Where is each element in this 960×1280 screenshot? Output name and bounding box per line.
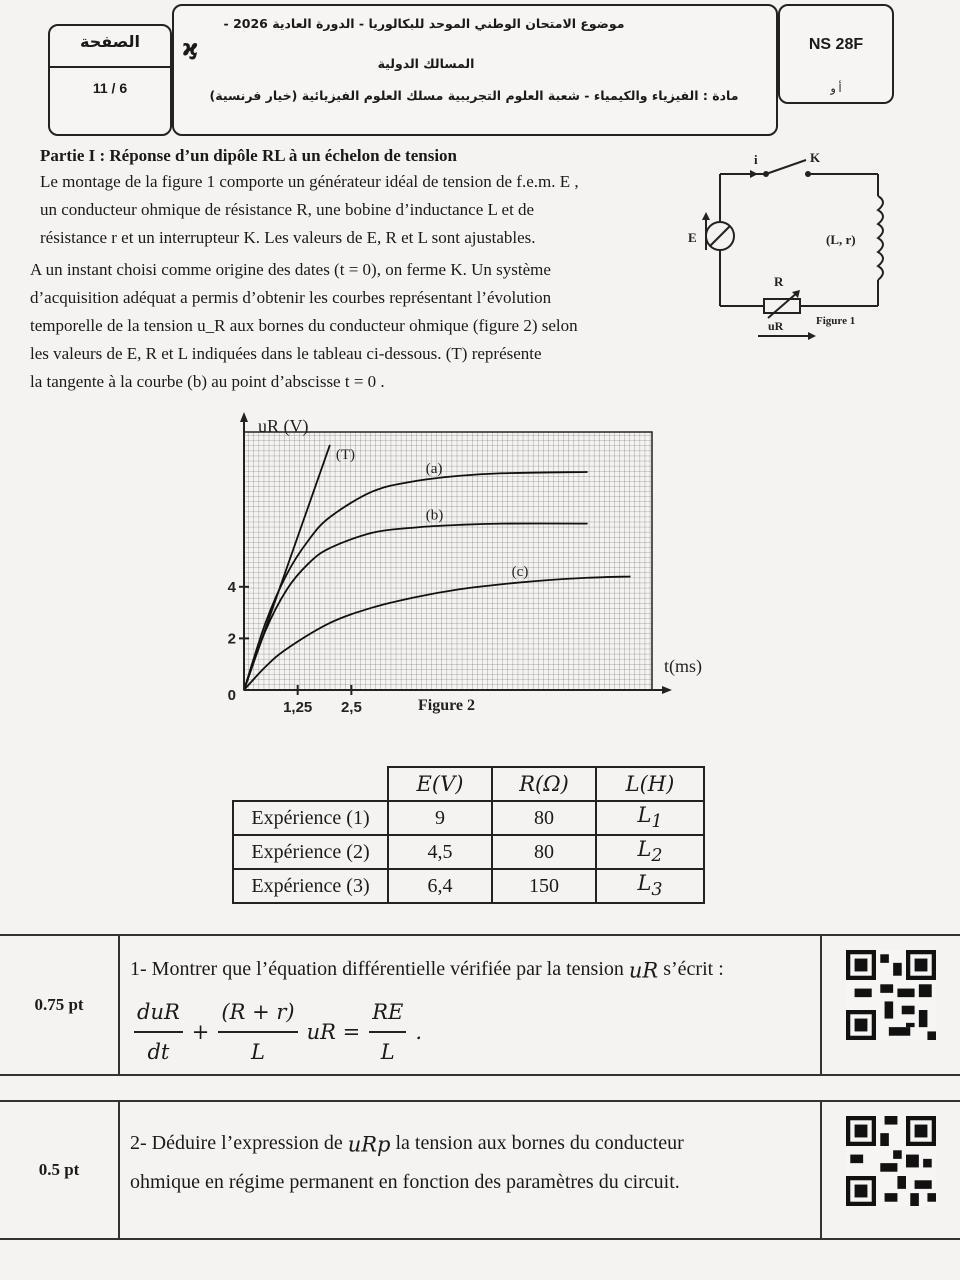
table-row bbox=[233, 835, 704, 869]
equation-middle: uR = bbox=[306, 1020, 361, 1045]
switch-contact bbox=[763, 171, 769, 177]
qr-code-icon bbox=[846, 1116, 936, 1206]
cell-e: 9 bbox=[388, 801, 492, 835]
exam-title: موضوع الامتحان الوطني الموحد للبكالوريا - الدورة العادية 2026 - bbox=[223, 16, 625, 31]
experiment-paragraph bbox=[30, 256, 680, 396]
question-2-line: ohmique en régime permanent en fonction des paramètres du circuit. bbox=[130, 1171, 680, 1194]
denominator: L bbox=[251, 1040, 265, 1065]
generator-label: E bbox=[688, 230, 697, 245]
table-row bbox=[233, 801, 704, 835]
intro-line: un conducteur ohmique de résistance R, une bobine d’inductance L et de bbox=[40, 200, 535, 219]
page-number-box bbox=[48, 24, 172, 136]
question-1-statement-end: s’écrit : bbox=[663, 958, 724, 980]
intro-paragraph bbox=[40, 168, 680, 252]
column-header-l: L(H) bbox=[596, 767, 704, 801]
ur-time-chart bbox=[218, 410, 738, 720]
experiment-line: temporelle de la tension u_R aux bornes du conducteur ohmique (figure 2) selon bbox=[30, 316, 578, 335]
table-row bbox=[233, 869, 704, 903]
cell-r: 80 bbox=[492, 835, 596, 869]
denominator: L bbox=[380, 1040, 395, 1065]
grid-area bbox=[244, 432, 652, 690]
exam-subject: مادة : الفيزياء والكيمياء - شعبة العلوم التجريبية مسلك العلوم الفيزيائية (خيار فرنسية) bbox=[209, 88, 739, 103]
coil-label: (L, r) bbox=[826, 232, 856, 247]
experiment-line: d’acquisition adéquat a permis d’obtenir les courbes représentant l’évolution bbox=[30, 288, 552, 307]
cell-e: 6,4 bbox=[388, 869, 492, 903]
fraction-dur-dt bbox=[134, 993, 183, 1071]
y-tick-label: 4 bbox=[227, 578, 236, 596]
numerator: duR bbox=[134, 993, 183, 1033]
cell-e: 4,5 bbox=[388, 835, 492, 869]
switch-label: K bbox=[810, 150, 821, 165]
generator-slash bbox=[710, 226, 730, 246]
page-box-divider bbox=[50, 66, 170, 68]
fraction-rr-l bbox=[218, 993, 297, 1071]
question-2-qr-cell bbox=[820, 1102, 960, 1238]
question-1-qr-cell bbox=[820, 936, 960, 1074]
cell-l bbox=[596, 835, 704, 869]
question-2-line bbox=[130, 1124, 684, 1163]
x-tick-label: 1,25 bbox=[283, 699, 313, 716]
experiment-line: les valeurs de E, R et L indiquées dans le tableau ci-dessous. (T) représente bbox=[30, 344, 542, 363]
exam-header-box bbox=[172, 4, 778, 136]
table-corner bbox=[233, 767, 388, 801]
cell-l bbox=[596, 801, 704, 835]
question-1-variable: uR bbox=[628, 958, 659, 983]
series-label: (a) bbox=[425, 461, 443, 478]
x-tick-label: 2,5 bbox=[340, 699, 362, 716]
question-2-row bbox=[0, 1100, 960, 1240]
question-2-statement: 2- Déduire l’expression de bbox=[130, 1132, 343, 1154]
exam-code-box bbox=[778, 4, 894, 104]
arrow-head bbox=[808, 332, 816, 340]
experiments-table bbox=[232, 766, 705, 904]
current-label: i bbox=[754, 152, 758, 167]
current-arrow bbox=[750, 170, 758, 178]
plus-sign: + bbox=[191, 1020, 210, 1045]
intro-line: résistance r et un interrupteur K. Les valeurs de E, R et L sont ajustables. bbox=[40, 228, 536, 247]
cell-l bbox=[596, 869, 704, 903]
qr-code-icon bbox=[846, 950, 936, 1040]
y-tick-label: 2 bbox=[227, 630, 236, 648]
resistor-adjust-arrow bbox=[768, 292, 798, 318]
question-2-text bbox=[130, 1124, 684, 1201]
figure2-caption: Figure 2 bbox=[418, 697, 476, 714]
question-1-points: 0.75 pt bbox=[0, 936, 120, 1074]
y-axis-label: uR (V) bbox=[258, 416, 309, 436]
cell-l-symbol: L bbox=[637, 803, 652, 828]
numerator: (R + r) bbox=[218, 993, 297, 1033]
table-header-row bbox=[233, 767, 704, 801]
series-label: (T) bbox=[335, 446, 356, 463]
row-label: Expérience (2) bbox=[233, 835, 388, 869]
circuit-diagram bbox=[684, 146, 896, 346]
resistor-label: R bbox=[774, 274, 784, 289]
column-header-e: E(V) bbox=[388, 767, 492, 801]
question-1-line bbox=[130, 950, 724, 989]
equation-end: . bbox=[415, 1020, 423, 1045]
question-1-row bbox=[0, 934, 960, 1076]
question-1-equation bbox=[130, 993, 724, 1071]
denominator: dt bbox=[147, 1040, 170, 1065]
page-number: 11 / 6 bbox=[92, 80, 128, 96]
fraction-re-l bbox=[369, 993, 406, 1071]
exam-code-note: ﺃ ﻭ bbox=[830, 83, 842, 95]
question-2-variable: uRp bbox=[347, 1132, 391, 1157]
coil-symbol bbox=[878, 196, 883, 280]
cell-r: 80 bbox=[492, 801, 596, 835]
cell-l-symbol: L bbox=[637, 837, 652, 862]
handwritten-mark: ϗ bbox=[182, 36, 199, 61]
y-axis-arrow bbox=[240, 412, 248, 422]
figure1-caption: Figure 1 bbox=[816, 315, 856, 327]
series-label: (c) bbox=[511, 564, 529, 581]
switch-contact bbox=[805, 171, 811, 177]
cell-l-symbol: L bbox=[637, 871, 652, 896]
switch-k-blade bbox=[766, 160, 806, 174]
y-tick-label: 0 bbox=[227, 687, 236, 704]
cell-l-index: 2 bbox=[651, 846, 663, 867]
row-label: Expérience (1) bbox=[233, 801, 388, 835]
numerator: RE bbox=[369, 993, 406, 1033]
x-axis-arrow bbox=[662, 686, 672, 694]
arrow-head bbox=[702, 212, 710, 220]
part-title: Partie I : Réponse d’un dipôle RL à un échelon de tension bbox=[40, 146, 458, 165]
experiment-line: la tangente à la courbe (b) au point d’abscisse t = 0 . bbox=[30, 372, 385, 391]
exam-code: NS 28F bbox=[808, 36, 864, 53]
cell-l-index: 1 bbox=[651, 812, 663, 833]
voltage-ur-label: uR bbox=[768, 319, 784, 333]
experiment-line: A un instant choisi comme origine des dates (t = 0), on ferme K. Un système bbox=[30, 260, 551, 279]
question-1-statement: 1- Montrer que l’équation différentielle vérifiée par la tension bbox=[130, 958, 624, 980]
question-2-statement-end: la tension aux bornes du conducteur bbox=[395, 1132, 684, 1154]
intro-line: Le montage de la figure 1 comporte un générateur idéal de tension de f.e.m. E , bbox=[40, 172, 579, 191]
cell-r: 150 bbox=[492, 869, 596, 903]
cell-l-index: 3 bbox=[651, 880, 663, 901]
x-axis-label: t(ms) bbox=[664, 656, 702, 676]
question-2-points: 0.5 pt bbox=[0, 1102, 120, 1238]
column-header-r: R(Ω) bbox=[492, 767, 596, 801]
exam-track: المسالك الدولية bbox=[377, 56, 475, 71]
series-label: (b) bbox=[425, 507, 444, 524]
page-label: الصفحة bbox=[79, 32, 140, 51]
question-1-text bbox=[130, 950, 724, 1071]
row-label: Expérience (3) bbox=[233, 869, 388, 903]
